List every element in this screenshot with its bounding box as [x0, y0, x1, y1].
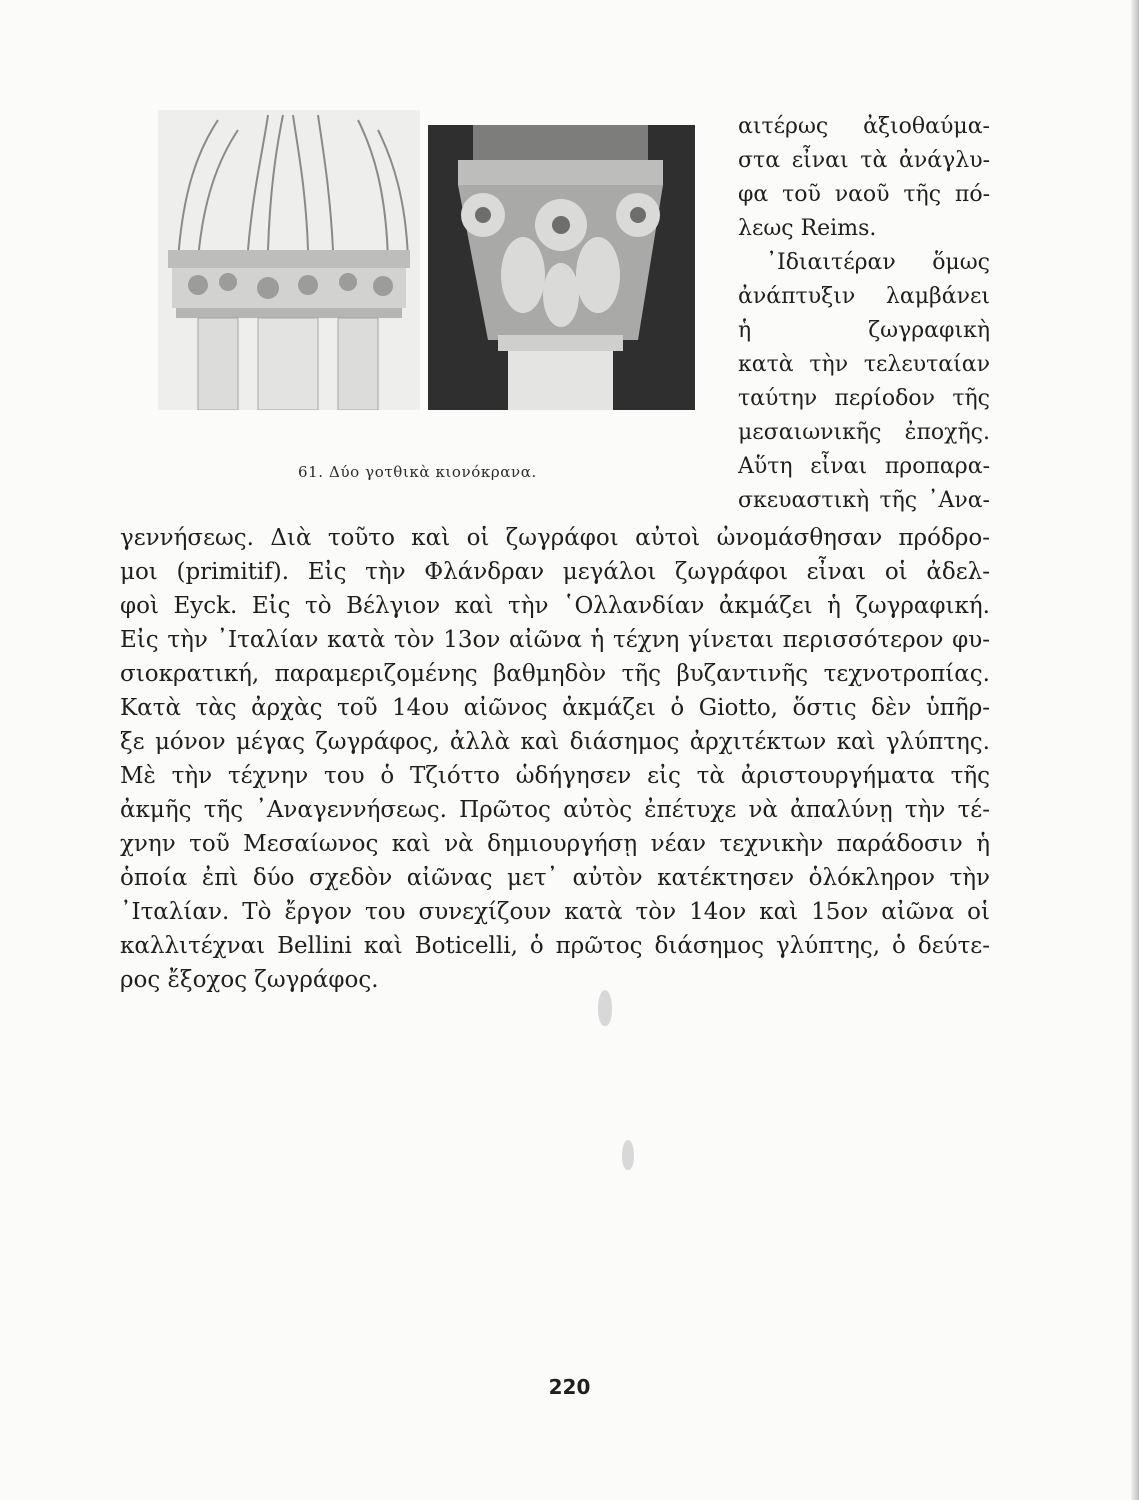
text-line: ξε μόνον μέγας ζωγράφος, ἀλλὰ καὶ διάσημος ἀρχιτέκτων καὶ γλύπτης. — [120, 729, 990, 755]
text-line: σκευαστικὴ τῆς ᾿Ανα- — [738, 488, 990, 513]
side-text-column — [738, 110, 990, 518]
text-line: ἀνάπτυξιν λαμβάνει — [738, 284, 990, 309]
text-line: γεννήσεως. Διὰ τοῦτο καὶ οἱ ζωγράφοι αὐτοὶ ὠνομάσθησαν πρόδρο- — [120, 525, 990, 551]
text-line: Κατὰ τὰς ἀρχὰς τοῦ 14ου αἰῶνος ἀκμάζει ὁ Giotto, ὅστις δὲν ὑπῆρ- — [120, 695, 990, 721]
text-line: σιοκρατική, παραμεριζομένης βαθμηδὸν τῆς βυζαντινῆς τεχνοτροπίας. — [120, 661, 990, 687]
text-line: Εἰς τὴν ᾿Ιταλίαν κατὰ τὸν 13ον αἰῶνα ἡ τέχνη γίνεται περισσότερον φυ- — [120, 627, 990, 653]
text-line: χνην τοῦ Μεσαίωνος καὶ νὰ δημιουργήσῃ νέαν τεχνικὴν παράδοσιν ἡ — [120, 831, 990, 857]
text-line: φοὶ Eyck. Εἰς τὸ Βέλγιον καὶ τὴν ῾Ολλανδίαν ἀκμάζει ἡ ζωγραφική. — [120, 593, 990, 619]
text-line: ὁποία ἐπὶ δύο σχεδὸν αἰῶνας μετ᾿ αὐτὸν κατέκτησεν ὁλόκληρον τὴν — [120, 865, 990, 891]
text-line: ταύτην περίοδον τῆς — [738, 386, 990, 411]
text-line: Μὲ τὴν τέχνην του ὁ Τζιόττο ὡδήγησεν εἰς τὰ ἀριστουργήματα τῆς — [120, 763, 990, 789]
text-line: κατὰ τὴν τελευταίαν — [738, 352, 990, 377]
text-line: καλλιτέχναι Bellini καὶ Boticelli, ὁ πρῶτος διάσημος γλύπτης, ὁ δεύτε- — [120, 933, 990, 959]
text-line: ἀκμῆς τῆς ᾿Αναγεννήσεως. Πρῶτος αὐτὸς ἐπέτυχε νὰ ἀπαλύνῃ τὴν τέ- — [120, 797, 990, 823]
text-line: μοι (primitif). Εἰς τὴν Φλάνδραν μεγάλοι ζωγράφοι εἶναι οἱ ἀδελ- — [120, 559, 990, 585]
ink-blot — [622, 1140, 634, 1170]
gothic-capital-photo-right — [428, 125, 695, 410]
text-line: ἡ ζωγραφικὴ — [738, 318, 990, 343]
text-line: αιτέρως ἀξιοθαύμα- — [738, 114, 990, 139]
page-edge-shadow — [1131, 0, 1139, 1500]
text-line: φα τοῦ ναοῦ τῆς πό- — [738, 182, 990, 207]
ink-blot — [598, 990, 612, 1026]
text-line: μεσαιωνικῆς ἐποχῆς. — [738, 420, 990, 445]
text-line: στα εἶναι τὰ ἀνάγλυ- — [738, 148, 990, 173]
gothic-capital-drawing-left — [158, 110, 420, 410]
text-line: ρος ἔξοχος ζωγράφος. — [120, 967, 379, 993]
text-line: ᾿Ιδιαιτέραν ὅμως — [766, 250, 990, 275]
page-number: 220 — [548, 1375, 591, 1399]
text-line: λεως Reims. — [738, 216, 877, 241]
text-line: ᾿Ιταλίαν. Τὸ ἔργον του συνεχίζουν κατὰ τὸν 14ον καὶ 15ον αἰῶνα οἱ — [120, 899, 990, 925]
figure-caption: 61. Δύο γοτθικὰ κιονόκρανα. — [298, 463, 537, 481]
main-text-column — [120, 521, 990, 997]
text-line: Αὕτη εἶναι προπαρα- — [738, 454, 990, 479]
